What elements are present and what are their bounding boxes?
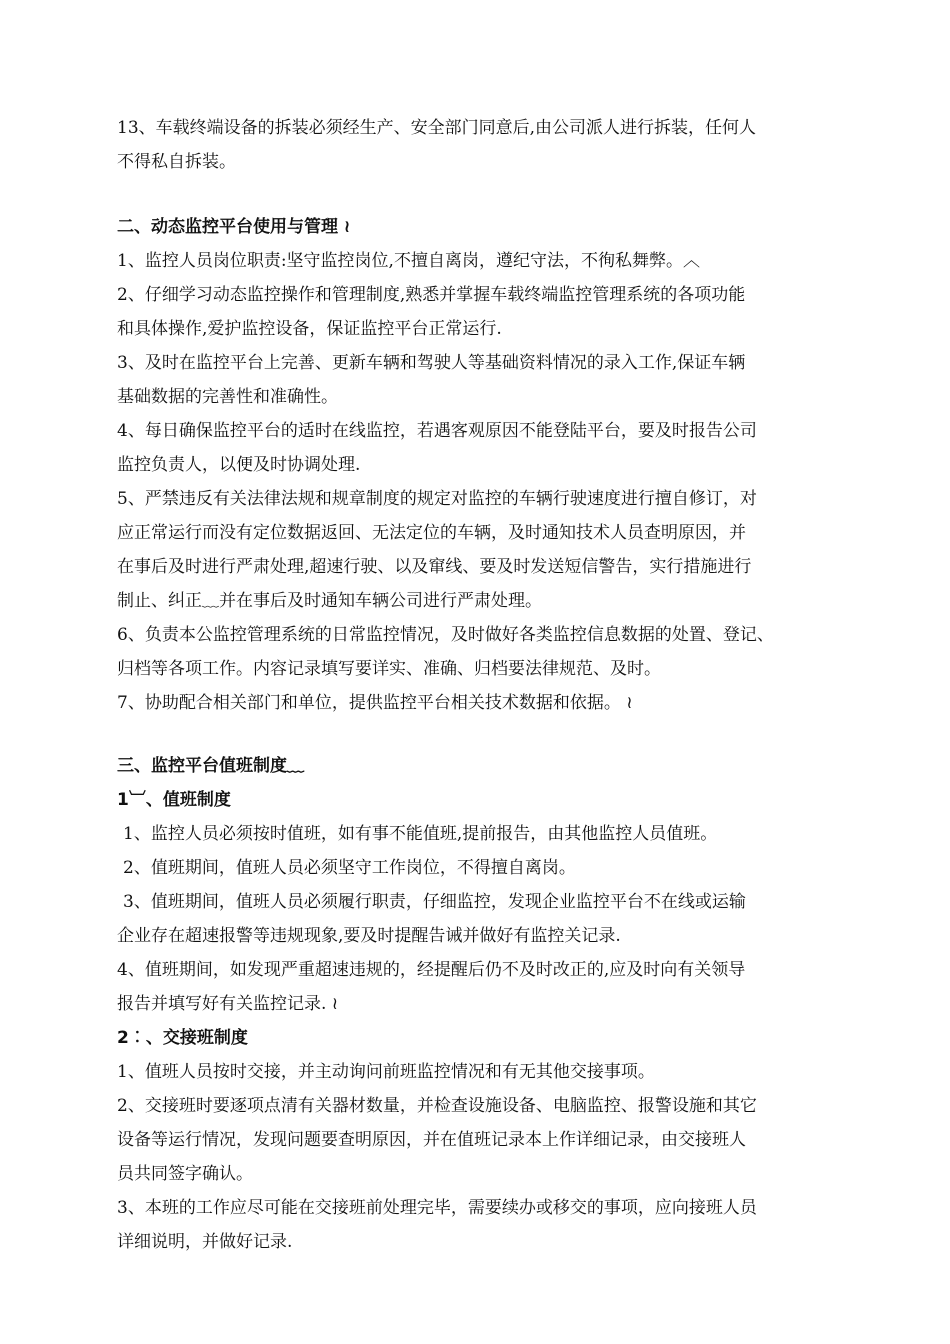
paragraph-line: 详细说明，并做好记录. xyxy=(117,1232,293,1252)
paragraph-line: 2、值班期间，值班人员必须坚守工作岗位，不得擅自离岗。 xyxy=(123,858,576,878)
paragraph-line: 设备等运行情况，发现问题要查明原因，并在值班记录本上作详细记录，由交接班人 xyxy=(117,1130,746,1150)
paragraph-line: 员共同签字确认。 xyxy=(117,1164,253,1184)
paragraph-line: 制止、纠正﹏并在事后及时通知车辆公司进行严肃处理。 xyxy=(117,591,542,611)
paragraph-line: 企业存在超速报警等违规现象,要及时提醒告诫并做好有监控关记录. xyxy=(117,926,621,946)
section-heading-2: 二、动态监控平台使用与管理 ≀ xyxy=(117,217,351,237)
paragraph-line: 1、监控人员必须按时值班，如有事不能值班,提前报告，由其他监控人员值班。 xyxy=(123,824,718,844)
paragraph-line: 2、交接班时要逐项点清有关器材数量，并检查设施设备、电脑监控、报警设施和其它 xyxy=(117,1096,757,1116)
paragraph-line: 7、协助配合相关部门和单位，提供监控平台相关技术数据和依据。 ≀ xyxy=(117,693,633,713)
paragraph-line: 1、监控人员岗位职责:坚守监控岗位,不擅自离岗，遵纪守法，不徇私舞弊。︿ xyxy=(117,251,700,271)
paragraph-line: 5、严禁违反有关法律法规和规章制度的规定对监控的车辆行驶速度进行擅自修订，对 xyxy=(117,489,757,509)
paragraph-line: 3、本班的工作应尽可能在交接班前处理完毕，需要续办或移交的事项，应向接班人员 xyxy=(117,1198,757,1218)
paragraph-line: 和具体操作,爱护监控设备，保证监控平台正常运行. xyxy=(117,319,502,339)
paragraph-line: 2、仔细学习动态监控操作和管理制度,熟悉并掌握车载终端监控管理系统的各项功能 xyxy=(117,285,746,305)
paragraph-line: 基础数据的完善性和准确性。 xyxy=(117,387,338,407)
paragraph-line: 4、每日确保监控平台的适时在线监控，若遇客观原因不能登陆平台，要及时报告公司 xyxy=(117,421,757,441)
paragraph-line: 在事后及时进行严肃处理,超速行驶、以及窜线、要及时发送短信警告，实行措施进行 xyxy=(117,557,752,577)
subsection-heading-2: 2︰、交接班制度 xyxy=(117,1028,248,1048)
section-heading-3: 三、监控平台值班制度﹏ xyxy=(117,756,304,776)
paragraph-line: 13、车载终端设备的拆装必须经生产、安全部门同意后,由公司派人进行拆装，任何人 xyxy=(117,118,757,138)
paragraph-line: 不得私自拆装。 xyxy=(117,152,236,172)
paragraph-line: 6、负责本公监控管理系统的日常监控情况，及时做好各类监控信息数据的处置、登记、 xyxy=(117,625,774,645)
paragraph-line: 3、及时在监控平台上完善、更新车辆和驾驶人等基础资料情况的录入工作,保证车辆 xyxy=(117,353,746,373)
paragraph-line: 4、值班期间，如发现严重超速违规的，经提醒后仍不及时改正的,应及时向有关领导 xyxy=(117,960,746,980)
paragraph-line: 3、值班期间，值班人员必须履行职责，仔细监控，发现企业监控平台不在线或运输 xyxy=(123,892,746,912)
paragraph-line: 报告并填写好有关监控记录. ≀ xyxy=(117,994,339,1014)
paragraph-line: 归档等各项工作。内容记录填写要详实、准确、归档要法律规范、及时。 xyxy=(117,659,661,679)
subsection-heading-1: 1︺、值班制度 xyxy=(117,790,231,810)
paragraph-line: 应正常运行而没有定位数据返回、无法定位的车辆，及时通知技术人员查明原因，并 xyxy=(117,523,746,543)
paragraph-line: 1、值班人员按时交接，并主动询问前班监控情况和有无其他交接事项。 xyxy=(117,1062,655,1082)
paragraph-line: 监控负责人，以便及时协调处理. xyxy=(117,455,361,475)
